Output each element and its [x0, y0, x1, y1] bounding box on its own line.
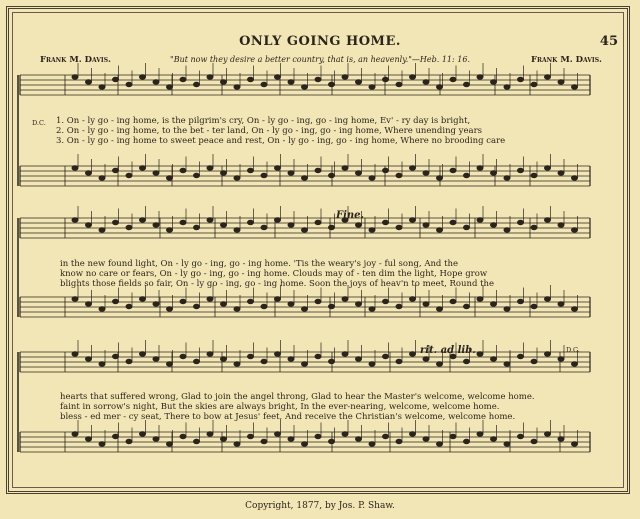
dc-mark-system3: D.C. [566, 346, 580, 354]
hymn-title: ONLY GOING HOME. [239, 34, 401, 49]
copyright-notice: Copyright, 1877, by Jos. P. Shaw. [245, 501, 395, 511]
verse2-line2: know no care or fears, On - ly go - ing, go - ing home. Clouds may of - ten dim the light, Hope grow [60, 269, 488, 279]
verse2-line3: faint in sorrow's night, But the skies are always bright, In the ever-nearing, welcome, welcome home. [60, 402, 500, 412]
verse3-line1: 3. On - ly go - ing home to sweet peace and rest, On - ly go - ing, go - ing home, Where no brooding care [56, 136, 506, 146]
rit-ad-lib-marking: rit. ad lib. [420, 345, 476, 356]
dc-mark-system1: D.C. [32, 119, 46, 127]
fine-marking: Fine. [336, 210, 365, 221]
scripture-epigraph: "But now they desire a better country, that is, an heavenly."—Heb. 11: 16. [170, 55, 470, 64]
verse1-line2: in the new found light, On - ly go - ing, go - ing home. 'Tis the weary's joy - ful song, And the [60, 259, 458, 269]
verse2-line1: 2. On - ly go - ing home, to the bet - ter land, On - ly go - ing, go - ing home, Where unending years [56, 126, 483, 136]
page-number: 45 [599, 34, 618, 49]
verse1-line3: hearts that suffered wrong, Glad to join the angel throng, Glad to hear the Master's welcome, welcome home. [60, 392, 535, 402]
verse1-line1: 1. On - ly go - ing home, is the pilgrim's cry, On - ly go - ing, go - ing home, Ev' - ry day is bright, [56, 116, 471, 126]
verse3-line2: blights those fields so fair, On - ly go - ing, go - ing home. Soon the joys of heav'n to meet, Round the [60, 279, 495, 289]
composer-left: Frank M. Davis. [40, 55, 112, 65]
verse3-line3: bless - ed mer - cy seat, There to bow at Jesus' feet, And receive the Christian's welcome, welcome home. [60, 412, 516, 422]
composer-right: Frank M. Davis. [530, 55, 602, 65]
